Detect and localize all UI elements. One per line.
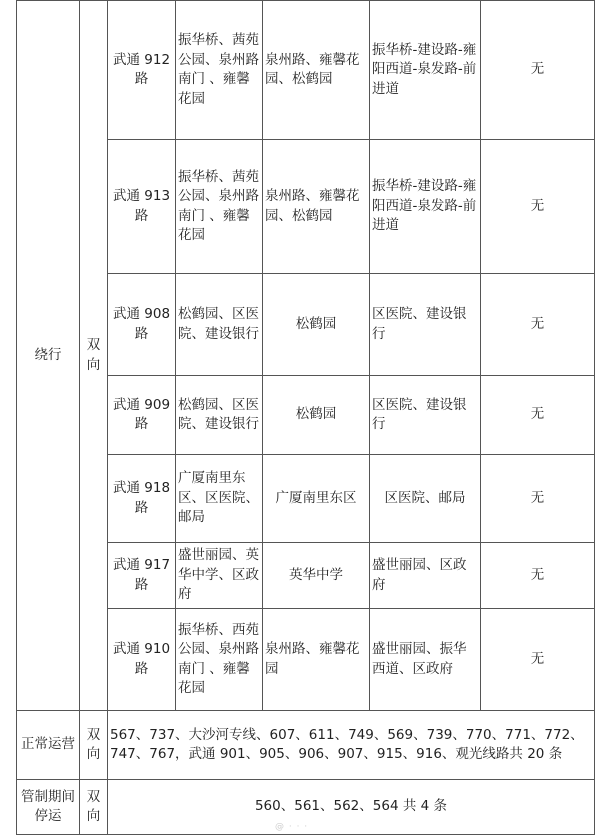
route-cell: 武通 909 路 bbox=[108, 376, 176, 455]
note-cell: 无 bbox=[481, 609, 595, 711]
note-cell: 无 bbox=[481, 543, 595, 609]
route-cell: 武通 908 路 bbox=[108, 274, 176, 376]
alternate-stops-cell: 广厦南里东区 bbox=[263, 455, 370, 543]
direction-cell-normal: 双向 bbox=[80, 711, 108, 780]
route-cell: 武通 912 路 bbox=[108, 1, 176, 140]
note-cell: 无 bbox=[481, 1, 595, 140]
watermark-text: @ · · · bbox=[275, 822, 309, 832]
direction-cell-suspended: 双向 bbox=[80, 780, 108, 835]
alternate-stops-cell: 泉州路、雍馨花园、松鹤园 bbox=[263, 1, 370, 140]
note-cell: 无 bbox=[481, 274, 595, 376]
category-cell-normal: 正常运营 bbox=[17, 711, 80, 780]
category-cell-loop: 绕行 bbox=[17, 1, 80, 711]
note-cell: 无 bbox=[481, 455, 595, 543]
route-cell: 武通 918 路 bbox=[108, 455, 176, 543]
detour-path-cell: 盛世丽园、区政府 bbox=[370, 543, 481, 609]
alternate-stops-cell: 松鹤园 bbox=[263, 376, 370, 455]
note-cell: 无 bbox=[481, 140, 595, 274]
direction-cell-loop: 双向 bbox=[80, 1, 108, 711]
alternate-stops-cell: 英华中学 bbox=[263, 543, 370, 609]
alternate-stops-cell: 泉州路、雍馨花园 bbox=[263, 609, 370, 711]
note-cell: 无 bbox=[481, 376, 595, 455]
affected-stops-cell: 振华桥、西苑公园、泉州路南门 、雍馨花园 bbox=[176, 609, 263, 711]
schedule-table-wrapper bbox=[16, 0, 594, 835]
detour-path-cell: 振华桥-建设路-雍阳西道-泉发路-前进道 bbox=[370, 140, 481, 274]
affected-stops-cell: 广厦南里东区、区医院、邮局 bbox=[176, 455, 263, 543]
normal-routes-list: 567、737、大沙河专线、607、611、749、569、739、770、771、772、747、767，武通 901、905、906、907、915、916、观光线路共 20 条 bbox=[108, 711, 595, 780]
category-cell-suspended: 管制期间停运 bbox=[17, 780, 80, 835]
detour-path-cell: 盛世丽园、振华西道、区政府 bbox=[370, 609, 481, 711]
route-cell: 武通 913 路 bbox=[108, 140, 176, 274]
alternate-stops-cell: 泉州路、雍馨花园、松鹤园 bbox=[263, 140, 370, 274]
suspended-routes-list: 560、561、562、564 共 4 条 bbox=[108, 780, 595, 835]
route-cell: 武通 910 路 bbox=[108, 609, 176, 711]
affected-stops-cell: 振华桥、茜苑公园、泉州路南门 、雍馨花园 bbox=[176, 140, 263, 274]
route-cell: 武通 917 路 bbox=[108, 543, 176, 609]
detour-path-cell: 区医院、建设银行 bbox=[370, 274, 481, 376]
table-row bbox=[17, 711, 595, 780]
detour-path-cell: 区医院、建设银行 bbox=[370, 376, 481, 455]
affected-stops-cell: 松鹤园、区医院、建设银行 bbox=[176, 376, 263, 455]
affected-stops-cell: 松鹤园、区医院、建设银行 bbox=[176, 274, 263, 376]
bus-route-adjustment-table bbox=[16, 0, 595, 835]
detour-path-cell: 振华桥-建设路-雍阳西道-泉发路-前进道 bbox=[370, 1, 481, 140]
alternate-stops-cell: 松鹤园 bbox=[263, 274, 370, 376]
affected-stops-cell: 盛世丽园、英华中学、区政府 bbox=[176, 543, 263, 609]
table-row bbox=[17, 1, 595, 140]
detour-path-cell: 区医院、邮局 bbox=[370, 455, 481, 543]
affected-stops-cell: 振华桥、茜苑公园、泉州路南门 、雍馨花园 bbox=[176, 1, 263, 140]
